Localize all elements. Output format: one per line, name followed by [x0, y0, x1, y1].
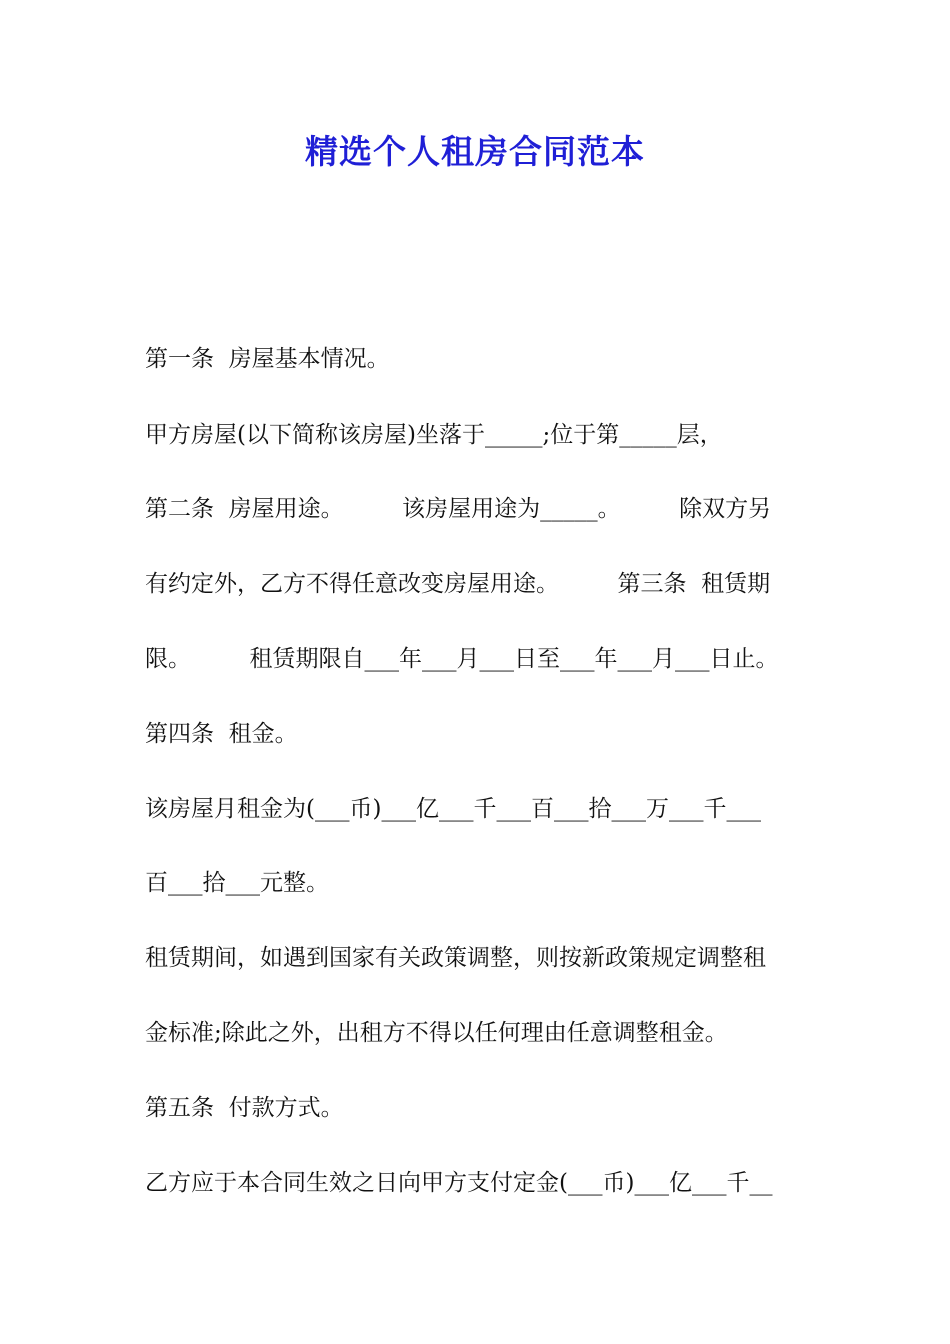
- clause-5-heading: 第五条 付款方式。: [145, 1095, 344, 1121]
- clause-2-line-1: 第二条 房屋用途。 该房屋用途为_____。 除双方另: [145, 496, 772, 522]
- clause-2-line-2: 有约定外，乙方不得任意改变房屋用途。 第三条 租赁期: [145, 571, 771, 597]
- document-title: 精选个人租房合同范本: [305, 132, 645, 171]
- rent-amount-line-2: 百___拾___元整。: [145, 870, 329, 896]
- rent-amount-line-1: 该房屋月租金为(___币)___亿___千___百___拾___万___千___: [145, 796, 761, 822]
- clause-4-heading: 第四条 租金。: [145, 721, 298, 747]
- deposit-line: 乙方应于本合同生效之日向甲方支付定金(___币)___亿___千__: [145, 1170, 773, 1196]
- rent-adjust-line-2: 金标准;除此之外，出租方不得以任何理由任意调整租金。: [145, 1020, 728, 1046]
- clause-1-text: 甲方房屋(以下简称该房屋)坐落于_____;位于第_____层，: [145, 422, 723, 448]
- rent-adjust-line-1: 租赁期间，如遇到国家有关政策调整，则按新政策规定调整租: [145, 945, 766, 971]
- clause-3-text: 限。 租赁期限自___年___月___日至___年___月___日止。: [145, 646, 779, 672]
- clause-1-heading: 第一条 房屋基本情况。: [145, 346, 390, 372]
